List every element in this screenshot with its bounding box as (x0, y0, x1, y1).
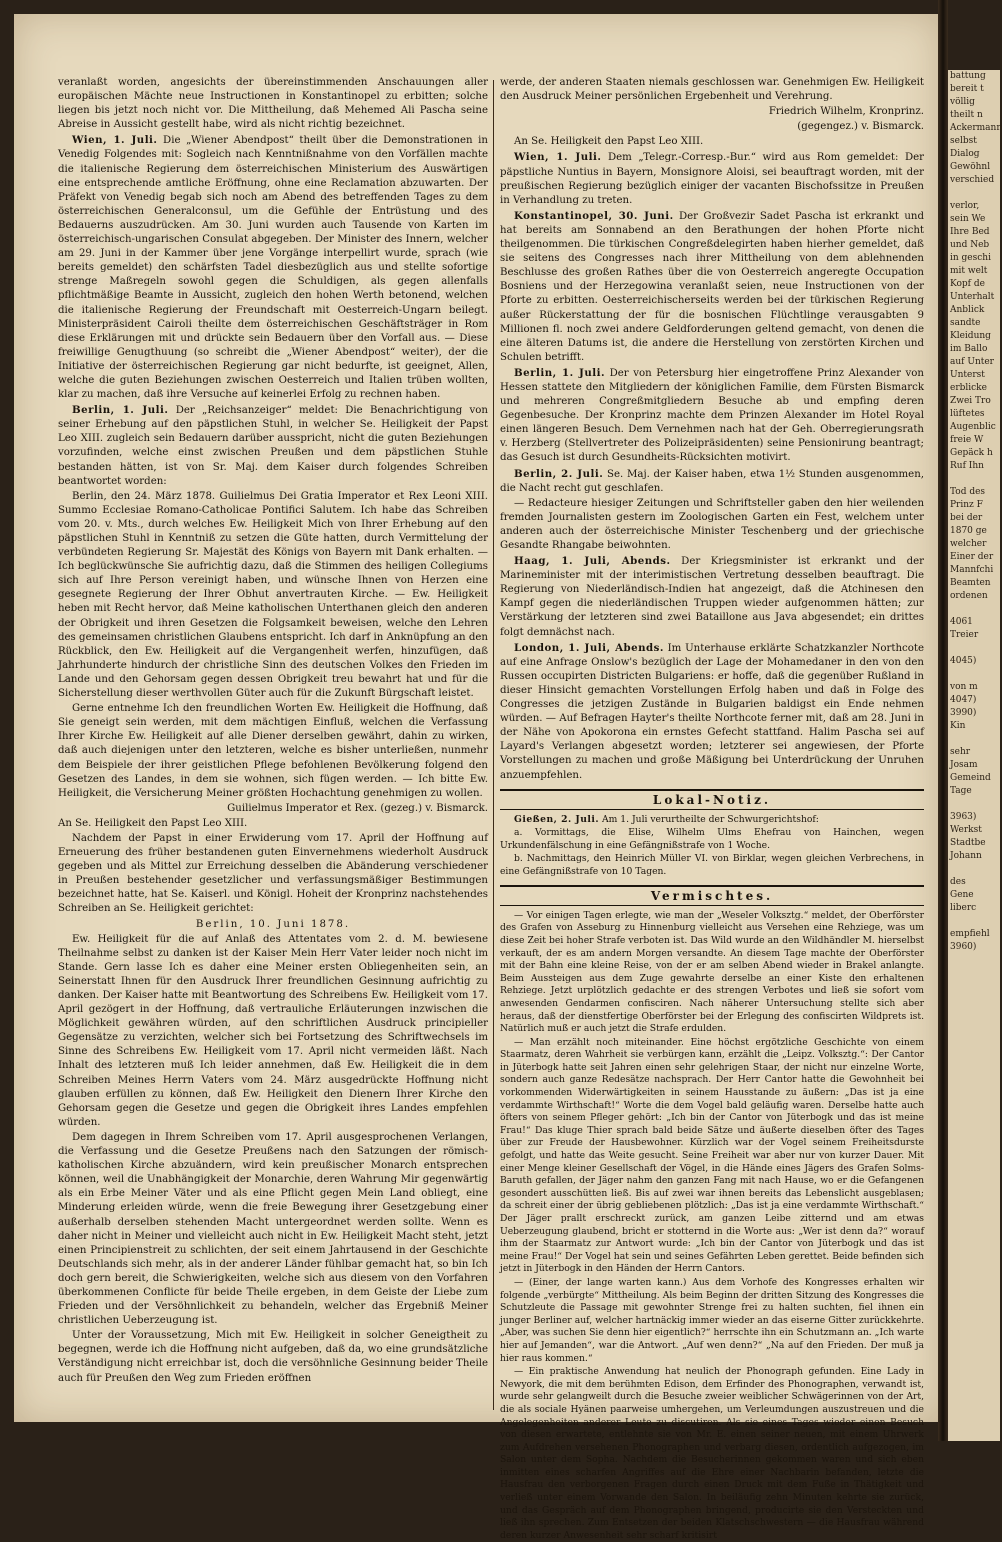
paragraph (500, 76, 924, 104)
adjacent-page-text: Kopf de (950, 279, 985, 289)
adjacent-page-text: Stadtbe (950, 838, 986, 848)
adjacent-page-text: Kin (950, 721, 966, 731)
adjacent-page-text: Tage (950, 786, 972, 796)
adjacent-page-text: Kleidung (950, 331, 991, 341)
paragraph-text: Im Unterhause erklärte Schatzkanzler Northcote auf eine Anfrage Onslow's bezüglich der Lage der Mohamedaner in den von den Russen occupirten Districten Bulgariens: er hoffe, daß die gegenüber Rußland in dieser Hinsicht gemachten Vorstellungen Erfolg haben und daß in Folge des Congresses die jetzigen Zustände in Bulgarien baldigst ein Ende nehmen würden. — Auf Befragen Hayter's theilte Northcote ferner mit, daß am 28. Juni in der Nähe von Apokorona ein ernstes Gefecht stattfand. Halim Pascha sei auf Layard's Verlangen abgesetzt worden; letzterer sei angewiesen, der Pforte Vorstellungen zu machen und große Mäßigung bei Unterdrückung der Unruhen anzuempfehlen. (500, 642, 924, 781)
news-section (500, 76, 924, 783)
dateline: London, 1. Juli, Abends. (514, 641, 664, 654)
lokal-notiz-title: Lokal-Notiz. (652, 792, 772, 807)
dateline: Berlin, 1. Juli. (72, 404, 169, 417)
paragraph-text: (gegengez.) v. Bismarck. (797, 121, 924, 133)
paragraph-text: Dem „Telegr.-Corresp.-Bur.“ wird aus Rom gemeldet: Der päpstliche Nuntius in Bayern, Monsignore Aloisi, sei beauftragt worden, mit der preußischen Regierung bezüglich einiger der vacanten Bischofssitze in Preußen in Verhandlung zu treten. (500, 152, 925, 206)
paragraph-text: Friedrich Wilhelm, Kronprinz. (768, 106, 924, 118)
adjacent-page-text: Treier (950, 630, 979, 640)
paragraph-text: Se. Maj. der Kaiser haben, etwa 1½ Stunden ausgenommen, die Nacht recht gut geschlafen. (500, 468, 924, 494)
paragraph-text: Ew. Heiligkeit für die auf Anlaß des Attentates vom 2. d. M. bewiesene Theilnahme selbst zu danken ist der Kaiser Mein Herr Vater leider noch nicht im Stande. Gern lasse Ich es daher eine Meiner ersten Obliegenheiten sein, an Seinerstatt Ihnen für den Ausdruck Ihrer freundlichen Gesinnung aufrichtig zu danken. Der Kaiser hatte mit Beantwortung des Schreibens Ew. Heiligkeit vom 17. April gezögert in der Hoffnung, daß vertrauliche Erläuterungen inzwischen die Möglichkeit gewähren würden, auf den schriftlichen Ausdruck principieller Gegensätze zu verzichten, welcher sich bei Fortsetzung des Schriftwechsels im Sinne des Schreibens Ew. Heiligkeit vom 17. April nicht vermeiden läßt. Nach Inhalt des letzteren muß Ich leider annehmen, daß Ew. Heiligkeit die in dem Schreiben Meines Herrn Vaters vom 24. März ausgedrückte Hoffnung nicht glauben erfüllen zu können, daß Ew. Heiligkeit den Dienern Ihrer Kirche den Gehorsam gegen die Gesetze und gegen die Obrigkeit ihres Landes empfehlen würden. (58, 933, 488, 1128)
news-item (500, 641, 924, 783)
vermischtes-body (500, 910, 924, 1542)
paragraph-text: Der Großvezir Sadet Pascha ist erkrankt und hat bereits am Sonnabend an den Berathungen der hohen Pforte nicht theilgenommen. Die türkischen Congreßdelegirten haben hierher gemeldet, daß sie seitens des Congresses nach ihrer Mittheilung von dem ablehnenden Beschlusse des großen Rathes über die von Oesterreich angeregte Occupation Bosniens und der Herzegowina veranlaßt seien, neue Instructionen von der Pforte zu erbitten. Oesterreichischerseits werden bei der türkischen Regierung außer Rückerstattung der für die bosnischen Flüchtlinge verausgabten 9 Millionen fl. noch zwei andere Geldforderungen geltend gemacht, von denen die eine älteren Datums ist, die andere die Herstellung von zerstörten Kirchen und Schulen betrifft. (500, 210, 924, 363)
adjacent-page-text: Werkst (950, 825, 982, 835)
adjacent-page-text: welcher (950, 539, 987, 549)
paragraph-text: werde, der anderen Staaten niemals geschlossen war. Genehmigen Ew. Heiligkeit den Ausdruck Meiner persönlichen Ergebenheit und Verehrung. (500, 77, 924, 103)
adjacent-page-fragment (948, 70, 1000, 1441)
dateline: Haag, 1. Juli, Abends. (514, 555, 671, 568)
news-item (58, 403, 488, 489)
paragraph (58, 490, 488, 701)
paragraph-text: Guilielmus Imperator et Rex. (gezeg.) v. Bismarck. (227, 802, 488, 814)
paragraph (500, 497, 924, 553)
vermischtes-item: — (Einer, der lange warten kann.) Aus dem Vorhofe des Kongresses erhalten wir folgende „verbürgte“ Mittheilung. Als beim Beginn der dritten Sitzung des Kongresses die Schutzleute die Passage mit gewohnter Strenge frei zu halten suchten, fiel ihnen ein junger Berliner auf, welcher hartnäckig immer wieder an das eiserne Gitter zurückkehrte. „Aber, was suchen Sie denn hier eigentlich?“ herrschte ihn ein Schutzmann an. „Ich warte hier auf Jemanden“, war die Antwort. „Auf wen denn?“ „Na auf den Frieden. Der muß ja hier raus kommen.“ (500, 1276, 924, 1364)
adjacent-page-text: 3963) (950, 812, 977, 822)
adjacent-page-text: Dialog (950, 149, 980, 159)
adjacent-page-text: sein We (950, 214, 986, 224)
adjacent-page-text (948, 473, 1000, 486)
news-item (500, 467, 924, 496)
paragraph-text: veranlaßt worden, angesichts der übereinstimmenden Anschauungen aller europäischen Mächte neue Instructionen in Konstantinopel zu erbitten; solche liegen bis jetzt noch nicht vor. Die Mittheilung, daß Mehemed Ali Pascha seine Abreise in Aussicht gestellt habe, wird als nicht richtig bezeichnet. (58, 77, 488, 131)
dateline: Wien, 1. Juli. (72, 134, 158, 147)
adjacent-page-text: von m (950, 682, 978, 692)
vermischtes-section (500, 889, 924, 1542)
adjacent-page-text: 3960) (950, 942, 977, 952)
section-rule (500, 905, 924, 906)
paragraph (58, 702, 488, 801)
adjacent-page-text: Josam (950, 760, 978, 770)
adjacent-page-text: Prinz F (950, 500, 983, 510)
adjacent-page-text: bereit t (950, 84, 984, 94)
adjacent-page-text (948, 187, 1000, 200)
adjacent-page-text (948, 915, 1000, 928)
adjacent-page-text: liberc (950, 903, 977, 913)
dateline: Konstantinopel, 30. Juni. (514, 209, 674, 222)
vermischtes-item: — Vor einigen Tagen erlegte, wie man der „Weseler Volksztg.“ meldet, der Oberförster des Grafen von Asseburg zu Hinnenburg vielleicht aus Versehen eine Rehziege, was um diese Zeit bei hoher Strafe verboten ist. Das Wild wurde an den Wildhändler M. hierselbst verkauft, der es am andern Morgen versandte. An diesem Tage machte der Oberförster mit der Bahn eine kleine Reise, von der er am selben Abend wieder in Brakel anlangte. Beim Aussteigen aus dem Zuge gewahrte derselbe an einer Kiste den erhaltenen Rehziege. Jetzt urplötzlich gedachte er des strengen Verbotes und ließ sie sofort vom anwesenden Gendarmen confisciren. Nach näherer Untersuchung stellte sich aber heraus, daß der dienstfertige Oberförster bei der Erlegung des confiscirten Wildprets ist. Natürlich muß er auch jetzt die Strafe erdulden. (500, 909, 924, 1035)
adjacent-page-text: im Ballo (950, 344, 988, 354)
adjacent-page-text: Ihre Bed (950, 227, 990, 237)
paragraph-text: Die „Wiener Abendpost“ theilt über die Demonstrationen in Venedig Folgendes mit: Sogleich nach Kenntnißnahme von den Vorfällen machte die italienische Regierung dem österreichischen Ministerium des Auswärtigen eine entsprechende amtliche Eröffnung, ohne eine Reclamation abzuwarten. Der Präfekt von Venedig begab sich noch am Abend des betreffenden Tages zu dem österreichischen Generalconsul, um die Gefühle der Entrüstung und des Bedauerns auszudrücken. Am 30. Juni wurden auch Tausende von Karten im österreichisch-ungarischen Consulat abgegeben. Der Minister des Innern, welcher am 29. Juni in der Kammer über jene Vorgänge interpellirt wurde, sprach (wie bereits gemeldet) den schärfsten Tadel diesbezüglich aus und stellte sofortige strenge Maßregeln sowohl gegen die Schuldigen, als gegen allenfalls pflichtmäßige Beamte in Aussicht, zugleich den hohen Werth betonend, welchen die italienische Regierung der Freundschaft mit Oesterreich-Ungarn beilegt. Ministerpräsident Cairoli theilte dem österreichischen Geschäftsträger in Rom diese Erklärungen mit und drückte sein Bedauern über den Vorfall aus. — Diese freiwillige Genugthuung (so schreibt die „Wiener Abendpost“ weiter), der die Initiative der österreichischen Regierung gar nicht bedurfte, ist geeignet, Allen, welche die guten Beziehungen zwischen Oesterreich und Italien trüben wollten, klar zu machen, daß ihre Versuche auf keinerlei Erfolg zu rechnen haben. (58, 135, 488, 401)
paragraph (58, 802, 488, 816)
adjacent-page-text: Einer der (950, 552, 994, 562)
adjacent-page-text: Unterhalt (950, 292, 995, 302)
dateline: Berlin, 1. Juli. (514, 366, 606, 379)
adjacent-page-text: sandte (950, 318, 981, 328)
section-rule (500, 789, 924, 791)
paragraph-text: Der von Petersburg hier eingetroffene Prinz Alexander von Hessen stattete den Mitgliedern der königlichen Familie, dem Fürsten Bismarck und mehreren Congreßmitgliedern Besuche ab und empfing deren Gegenbesuche. Der Kronprinz machte dem Prinzen Alexander im Hotel Royal einen längeren Besuch. Dem Vernehmen nach hat der Geh. Oberregierungsrath v. Herzberg (Stellvertreter des Polizeipräsidenten) seine Pensionirung beantragt; das Gesuch ist durch Gesundheits-Rücksichten motivirt. (500, 367, 924, 464)
adjacent-page-text: auf Unter (950, 357, 994, 367)
adjacent-page-text (948, 603, 1000, 616)
adjacent-page-text: lüftetes (950, 409, 985, 419)
adjacent-page-text: Anblick (950, 305, 985, 315)
paragraph (58, 1329, 488, 1385)
adjacent-page-text (948, 642, 1000, 655)
adjacent-page-text: Unterst (950, 370, 985, 380)
left-column (58, 76, 488, 1411)
lokal-item: a. Vormittags, die Elise, Wilhelm Ulms Ehefrau von Hainchen, wegen Urkundenfälschung in eine Gefängnißstrafe von 1 Woche. (500, 827, 924, 851)
paragraph (500, 135, 924, 149)
paragraph (500, 105, 924, 119)
binding-gutter (938, 0, 948, 1441)
adjacent-page-text: selbst (950, 136, 977, 146)
adjacent-page-text: freie W (950, 435, 984, 445)
adjacent-page-text: sehr (950, 747, 971, 757)
adjacent-page-text: empfiehl (950, 929, 990, 939)
dateline: Berlin, 2. Juli. (514, 467, 604, 480)
adjacent-page-text (948, 668, 1000, 681)
adjacent-page-text: Ackermann (950, 123, 1002, 133)
paragraph-text: — Redacteure hiesiger Zeitungen und Schriftsteller gaben den hier weilenden fremden Journalisten gestern im Zoologischen Garten ein Fest, welchem unter anderen auch der österreichische Minister Teschenberg und der griechische Gesandte Rhangabe beiwohnten. (500, 497, 924, 551)
adjacent-page-text: 4061 (950, 617, 973, 627)
paragraph (58, 918, 488, 932)
right-column (500, 76, 925, 1541)
adjacent-page-text: bei der (950, 513, 983, 523)
adjacent-page-text: Gene (950, 890, 974, 900)
news-item (500, 554, 924, 640)
section-rule (500, 885, 924, 887)
dateline: Wien, 1. Juli. (514, 151, 602, 164)
adjacent-page-text: Beamten (950, 578, 991, 588)
adjacent-page-text: theilt n (950, 110, 983, 120)
paragraph-text: Der „Reichsanzeiger“ meldet: Die Benachrichtigung von seiner Erhebung auf den päpstlichen Stuhl, in welcher Se. Heiligkeit der Papst Leo XIII. zugleich sein Bedauern darüber ausspricht, nicht die guten Beziehungen vorzufinden, welche einst zwischen Preußen und dem päpstlichen Stuhle bestanden hätten, ist von Sr. Maj. dem Kaiser durch folgendes Schreiben beantwortet worden: (58, 405, 488, 487)
news-item (500, 150, 924, 207)
paragraph (58, 933, 488, 1130)
newspaper-page (14, 14, 940, 1541)
paragraph (58, 1131, 488, 1328)
adjacent-page-text: battung (950, 71, 986, 81)
paragraph-text: Gerne entnehme Ich den freundlichen Worten Ew. Heiligkeit die Hoffnung, daß Sie geneigt sein werden, mit dem mächtigen Einfluß, welchen die Verfassung Ihrer Kirche Ew. Heiligkeit auf alle Diener derselben gewährt, dahin zu wirken, daß auch diejenigen unter den letzteren, welche es bisher unterließen, nunmehr dem Beispiele der ihrer geistlichen Pflege befohlenen Bevölkerung folgend den Gesetzen des Landes, in dem sie wohnen, sich fügen werden. — Ich bitte Ew. Heiligkeit, die Versicherung Meiner größten Hochachtung genehmigen zu wollen. (58, 703, 488, 799)
news-item (58, 133, 488, 402)
paragraph-text: Nachdem der Papst in einer Erwiderung vom 17. April der Hoffnung auf Erneuerung des früher bestandenen guten Einvernehmens wiederholt Ausdruck gegeben und als Mittel zur Erreichung desselben die Abänderung verschiedener in Preußen bestehender gesetzlicher und verfassungsmäßiger Bestimmungen bezeichnet hatte, hat Se. Kaiserl. und Königl. Hoheit der Kronprinz nachstehendes Schreiben an Se. Heiligkeit gerichtet: (58, 832, 488, 915)
adjacent-page-text: des (950, 877, 966, 887)
lokal-intro: Am 1. Juli verurtheilte der Schwurgerichtshof: (599, 813, 819, 825)
news-item (500, 209, 924, 365)
adjacent-page-text: völlig (950, 97, 975, 107)
adjacent-page-text: erblicke (950, 383, 987, 393)
adjacent-page-text: 4045) (950, 656, 977, 666)
adjacent-page-text: Tod des (950, 487, 986, 497)
lokal-item: b. Nachmittags, den Heinrich Müller VI. von Birklar, wegen gleichen Verbrechens, in eine Gefängnißstrafe von 10 Tagen. (500, 853, 924, 878)
paragraph-text: Unter der Voraussetzung, Mich mit Ew. Heiligkeit in solcher Geneigtheit zu begegnen, werde ich die Hoffnung nicht aufgeben, daß da, wo eine grundsätzliche Verständigung nicht erreichbar ist, doch die versöhnliche Gesinnung beider Theile auch für Preußen den Weg zum Frieden eröffnen (58, 1330, 488, 1384)
vermischtes-title: Vermischtes. (650, 888, 774, 903)
vermischtes-item: — Ein praktische Anwendung hat neulich der Phonograph gefunden. Eine Lady in Newyork, die mit dem berühmten Edison, dem Erfinder des Phonographen, verwandt ist, wurde sehr gelangweilt durch die Besuche zweier weiblicher Schwägerinnen von der Art, die als sociale Hyänen paarweise umhergehen, um Verleumdungen auszustreuen und die Angelegenheiten anderer Leute zu discutiren. Als sie eines Tages wieder einen Besuch von diesen erwartete, entlehnte sie von Mr. E. einen seiner neuen, mit einem Uhrwerk zum Aufdrehen versehenen Phonographen und verbarg diesen, ordentlich aufgezogen, im Salon unter dem Sopha. Nachdem die Besucherinnen gekommen waren und sich eben inmitten eines scharfen Angriffes auf die Ehre einer Nachbarin befanden, letzte die Hausfrau den verborgenen Fragen durch einen Druck mit dem Fuße in Thätigkeit und verließ unter einem Vorwande den Salon. In beiläufig zehn Minuten kehrte sie zurück, und das Gespräch auf dem Phonographen bringend, producirte sie den Versteckten und ließ ihn sprechen. Zum Entsetzen der beiden Klatschschwestern — die Hausfrau während deren kurzer Anwesenheit sehr scharf kritisirt (500, 1366, 924, 1541)
adjacent-page-text: 3990) (950, 708, 977, 718)
adjacent-page-text: Augenblic (950, 422, 996, 432)
paragraph (500, 120, 924, 134)
section-rule (500, 809, 924, 810)
paragraph-text: Dem dagegen in Ihrem Schreiben vom 17. April ausgesprochenen Verlangen, die Verfassung und die Gesetze Preußens nach den Satzungen der römisch-katholischen Kirche abzuändern, wird kein preußischer Monarch entsprechen können, weil die Unabhängigkeit der Monarchie, deren Wahrung Mir gegenwärtig als ein Erbe Meiner Väter und als eine Pflicht gegen Mein Land obliegt, eine Minderung erleiden würde, wenn die freie Bewegung ihrer Gesetzgebung einer außerhalb derselben stehenden Macht untergeordnet werden sollte. Wenn es daher nicht in Meiner und vielleicht auch nicht in Ew. Heiligkeit Macht steht, jetzt einen Principienstreit zu schlichten, der seit einem Jahrtausend in der Geschichte Deutschlands sich mehr, als in der anderer Länder fühlbar gemacht hat, so bin Ich doch gern bereit, die Schwierigkeiten, welche sich aus diesem von den Vorfahren überkommenen Conflicte für beide Theile ergeben, in dem Geiste der Liebe zum Frieden und der Versöhnlichkeit zu behandeln, welcher das Ergebniß Meiner christlichen Ueberzeugung ist. (58, 1131, 488, 1327)
paragraph (58, 817, 488, 831)
adjacent-page-text: 4047) (950, 695, 977, 705)
paragraph-text: Berlin, den 24. März 1878. Guilielmus Dei Gratia Imperator et Rex Leoni XIII. Summo Ecclesiae Romano-Catholicae Pontifici Salutem. Ich habe das Schreiben vom 20. v. Mts., durch welches Ew. Heiligkeit Mich von Ihrer Erhebung auf den päpstlichen Stuhl in Kenntniß zu setzen die Güte hatten, durch Vermittelung der verbündeten Regierung Sr. Majestät des Königs von Bayern mit Dank erhalten. — Ich beglückwünsche Sie aufrichtig dazu, daß die Stimmen des heiligen Collegiums sich auf Ihre Person vereinigt haben, und wünsche Ihnen von Herzen eine gesegnete Regierung der Ihrer Obhut anvertrauten Kirche. — Ew. Heiligkeit heben mit Recht hervor, daß Meine katholischen Unterthanen gleich den anderen der Obrigkeit und ihren Gesetzen die Folgsamkeit beweisen, welche den Lehren des gemeinsamen christlichen Glaubens entspricht. Ich darf in Anknüpfung an den Rückblick, den Ew. Heiligkeit auf die Vergangenheit werfen, hinzufügen, daß Jahrhunderte hindurch der christliche Sinn des deutschen Volkes den Frieden im Lande und den Gehorsam gegen dessen Obrigkeit treu bewahrt hat und für die Sicherstellung dieser werthvollen Güter auch für die Zukunft Bürgschaft leistet. (58, 490, 488, 700)
adjacent-page-text (948, 863, 1000, 876)
lokal-dateline: Gießen, 2. Juli. (514, 813, 600, 825)
paragraph (58, 76, 488, 132)
adjacent-page-text: Gemeind (950, 773, 991, 783)
adjacent-page-text: 1870 ge (950, 526, 987, 536)
column-divider (493, 80, 494, 1410)
paragraph-text: Berlin, 10. Juni 1878. (195, 918, 351, 930)
adjacent-page-text (948, 798, 1000, 811)
adjacent-page-text: Gepäck h (950, 448, 993, 458)
paragraph-text: An Se. Heiligkeit den Papst Leo XIII. (514, 136, 704, 148)
adjacent-page-text: und Neb (950, 240, 990, 250)
adjacent-page-text: in geschi (950, 253, 991, 263)
news-item (500, 366, 924, 466)
paragraph-text: An Se. Heiligkeit den Papst Leo XIII. (58, 817, 248, 829)
adjacent-page-text: mit welt (950, 266, 988, 276)
paragraph (58, 832, 488, 917)
adjacent-page-text: verlor, (950, 201, 980, 211)
adjacent-page-text: Mannfchi (950, 565, 994, 575)
adjacent-page-text: Zwei Tro (950, 396, 991, 406)
lokal-notiz-section (500, 793, 924, 879)
adjacent-page-text (948, 733, 1000, 746)
adjacent-page-text: Johann (950, 851, 982, 861)
adjacent-page-text: ordenen (950, 591, 988, 601)
adjacent-page-text: Gewöhnl (950, 162, 991, 172)
vermischtes-item: — Man erzählt noch miteinander. Eine höchst ergötzliche Geschichte von einem Staarmatz, deren Wahrheit sie verbürgen kann, erzählt die „Leipz. Volksztg.“: Der Cantor in Jüterbogk hatte seit Jahren einen sehr gelehrigen Staar, der nicht nur einzelne Worte, sondern auch ganze Redesätze nachsprach. Der Herr Cantor hatte die Gewohnheit bei vorkommenden Widerwärtigkeiten in seinem Hausstande zu äußern: „Das ist ja eine verdammte Wirthschaft!“ Worte die dem Vogel bald geläufig waren. Derselbe hatte auch öfters von seinem Pfleger gehört: „Ich bin der Cantor von Jüterbogk und das ist meine Frau!“ Das kluge Thier sprach bald beide Sätze und äußerte dieselben öfter des Tages über zur Freude der Hausbewohner. Kürzlich war der Vogel seinem Freiheitsdurste gefolgt, und hatte das Weite gesucht. Seine Freiheit war aber nur von kurzer Dauer. Mit einer Menge kleiner Gesellschaft der Vögel, in die Hände eines Jägers des Grafen Solms-Baruth gefallen, der Jäger nahm den ganzen Fang mit nach Hause, wo er die Gefangenen gesondert ausschütten ließ. Bis auf zwei war ihnen bereits das Lebenslicht ausgeblasen; da schreit einer der übrig gebliebenen plötzlich: „Das ist ja eine verdammte Wirthschaft.“ Der Jäger prallt erschreckt zurück, am ganzen Leibe zitternd und am etwas Ueberzeugung glaubend, bricht er stotternd in die Worte aus: „Wer ist denn da?“ worauf ihm der Staarmatz zur Antwort wurde: „Ich bin der Cantor von Jüterbogk und das ist meine Frau!“ Der Vogel hat sein und seines Gefährten Leben gerettet. Beide befinden sich jetzt in Jüterbogk in den Händen der Herrn Cantors. (500, 1036, 924, 1275)
paragraph-text: Der Kriegsminister ist erkrankt und der Marineminister mit der interimistischen Vertretung desselben beauftragt. Die Regierung von Niederländisch-Indien hat angezeigt, daß die Atchinesen den Kampf gegen die niederländischen Truppen wieder aufgenommen hätten; zur Verstärkung der letzteren sind zwei Bataillone aus Java abgesendet; ein drittes folgt demnächst nach. (500, 556, 925, 638)
adjacent-page-text: verschied (950, 175, 995, 185)
adjacent-page-text: Ruf Ihn (950, 461, 984, 471)
